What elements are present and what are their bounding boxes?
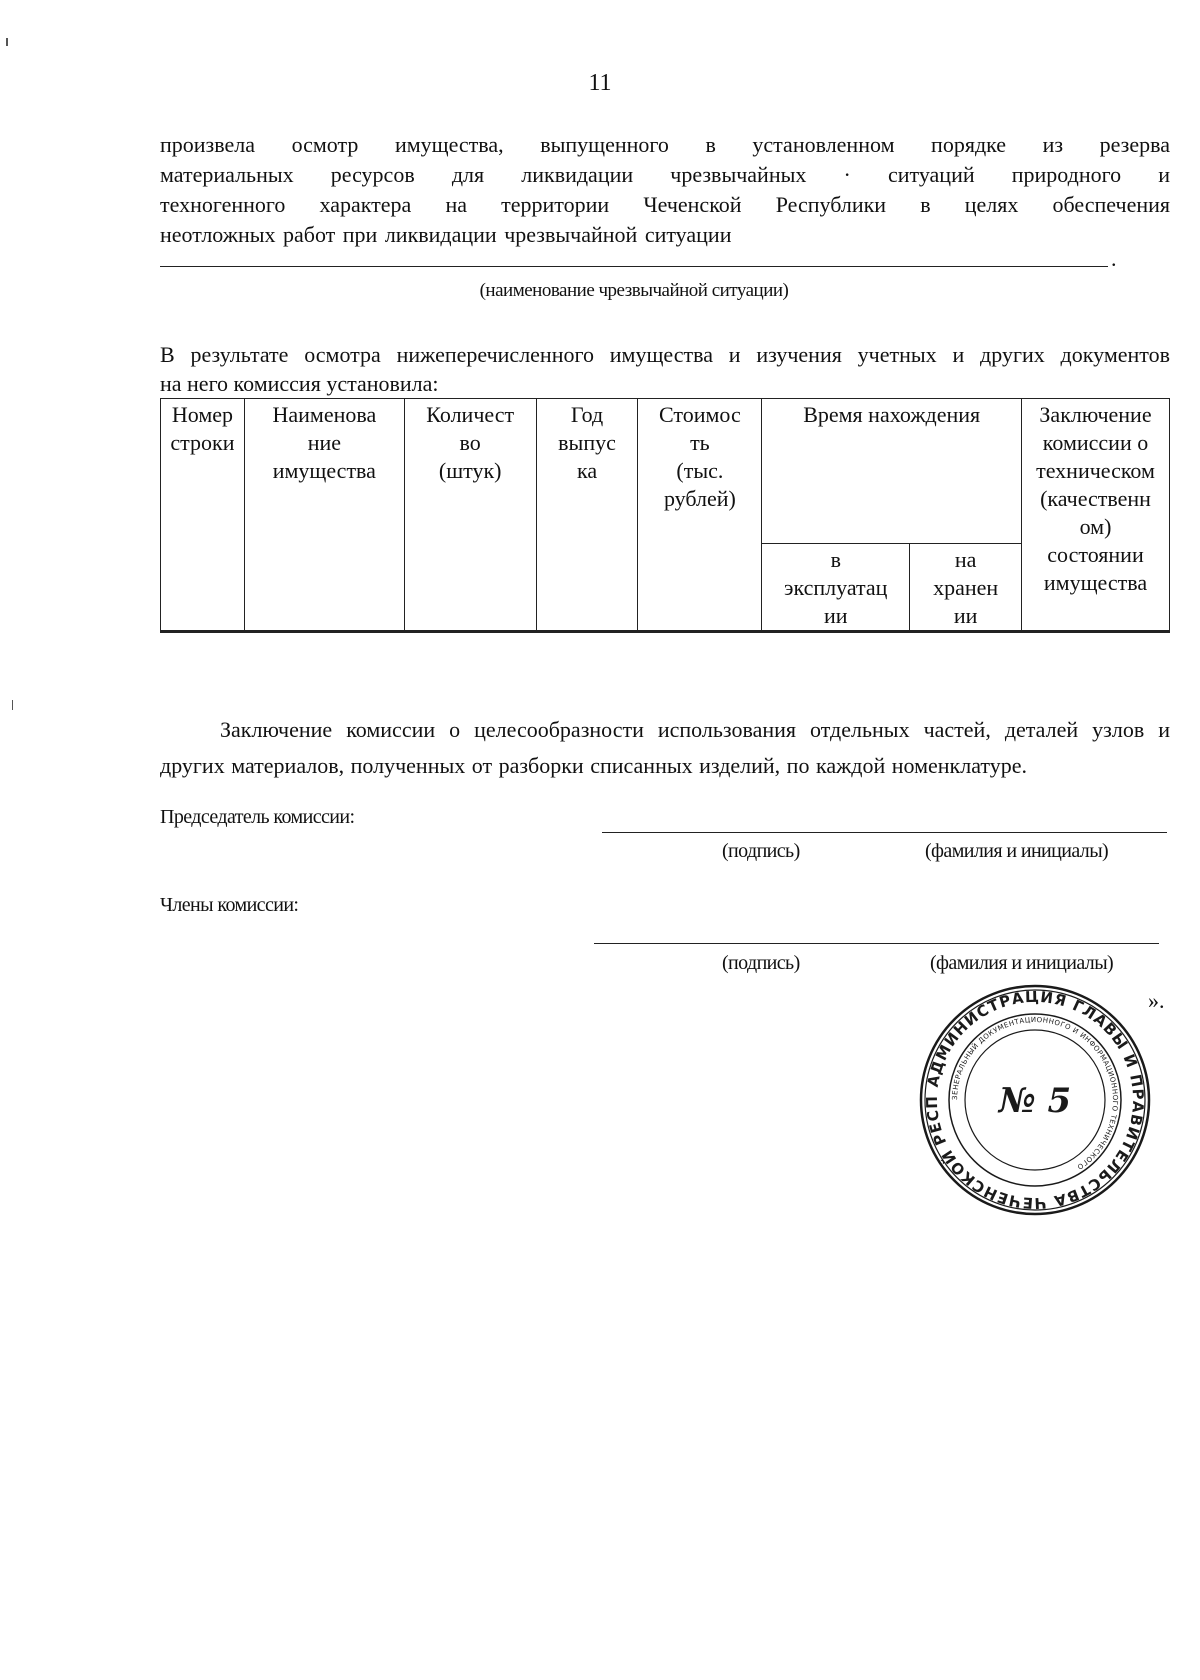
result-line: на него комиссия установила:: [160, 371, 439, 396]
header-line: Номер: [171, 402, 234, 427]
header-line: эксплуатац: [784, 575, 888, 600]
header-line: (качественн: [1040, 486, 1151, 511]
chairman-label: Председатель комиссии:: [160, 806, 355, 828]
header-line: Наименова: [272, 402, 377, 427]
intro-line: техногенного характера на территории Чеченской Республики в целях обеспечения: [160, 192, 1170, 217]
emergency-name-dot: .: [1111, 246, 1117, 271]
members-signature-caption: (подпись): [722, 952, 800, 974]
header-line: рублей): [663, 486, 736, 511]
header-line: ть: [690, 430, 710, 455]
official-seal-stamp: [915, 980, 1155, 1220]
chairman-signature-line[interactable]: [602, 832, 1167, 833]
header-line: ом): [1079, 514, 1112, 539]
emergency-name-caption: (наименование чрезвычайной ситуации): [479, 280, 789, 301]
header-line: (штук): [438, 458, 502, 483]
header-line: Год: [570, 402, 604, 427]
header-line: на: [954, 547, 977, 572]
intro-paragraph: [160, 130, 1170, 250]
header-line: Количест: [426, 402, 515, 427]
intro-line: произвела осмотр имущества, выпущенного в установленном порядке из резерва: [160, 132, 1170, 157]
seal-graphic: [915, 980, 1155, 1220]
header-line: ние: [307, 430, 341, 455]
header-line: в: [830, 547, 841, 572]
header-line: выпус: [558, 430, 616, 455]
chairman-name-caption: (фамилия и инициалы): [925, 840, 1109, 862]
header-row-number: [161, 399, 245, 632]
margin-mark: [12, 700, 13, 710]
chairman-signature-caption: (подпись): [722, 840, 800, 862]
closing-quote: ».: [1148, 988, 1165, 1013]
header-cost: [638, 399, 762, 632]
seal-center-number: № 5: [998, 1081, 1072, 1121]
header-name: [244, 399, 404, 632]
intro-line: неотложных работ при ликвидации чрезвычайной ситуации: [160, 222, 732, 247]
members-signature-line[interactable]: [594, 943, 1159, 944]
page-number: 11: [588, 70, 612, 96]
seal-ring-text: АДМИНИСТРАЦИЯ ГЛАВЫ И ПРАВИТЕЛЬСТВА ЧЕЧЕНСКОЙ РЕСП: [922, 987, 1148, 1213]
header-line: хранен: [933, 575, 999, 600]
header-line: Время нахождения: [803, 402, 981, 427]
header-line: Стоимос: [659, 402, 741, 427]
header-line: строки: [170, 430, 235, 455]
result-paragraph: [160, 340, 1170, 398]
header-line: техническом: [1036, 458, 1155, 483]
header-commission-conclusion: [1022, 399, 1170, 632]
header-year: [536, 399, 638, 632]
margin-mark: [6, 38, 8, 46]
result-line: В результате осмотра нижеперечисленного имущества и изучения учетных и других документов: [160, 342, 1170, 367]
header-line: ии: [953, 603, 978, 628]
members-label: Члены комиссии:: [160, 894, 299, 916]
header-time-location: [762, 399, 1022, 544]
header-line: ка: [576, 458, 598, 483]
conclusion-paragraph: Заключение комиссии о целесообразности использования отдельных частей, деталей узлов и других материалов, полученных от разборки списанных изделий, по каждой номенклатуре.: [160, 717, 1170, 778]
header-line: имущества: [272, 458, 376, 483]
emergency-name-field[interactable]: [160, 266, 1108, 267]
seal-inner-ring-text: ЗЕНЕРАЛЬНЫЙ ДОКУМЕНТАЦИОННОГО И ИНФОРМАЦИОННОГО ТЕХНИЧЕСКОГО: [950, 1015, 1120, 1172]
header-line: (тыс.: [676, 458, 724, 483]
header-quantity: [404, 399, 536, 632]
members-name-caption: (фамилия и инициалы): [930, 952, 1114, 974]
intro-line: материальных ресурсов для ликвидации чрезвычайных · ситуаций природного и: [160, 162, 1170, 187]
header-line: Заключение: [1039, 402, 1152, 427]
header-line: имущества: [1043, 570, 1148, 595]
header-in-storage: [910, 544, 1022, 632]
header-in-operation: [762, 544, 910, 632]
header-line: комиссии о: [1042, 430, 1149, 455]
header-line: во: [459, 430, 481, 455]
header-line: ии: [823, 603, 848, 628]
header-line: состоянии: [1047, 542, 1144, 567]
inventory-table: [160, 398, 1170, 633]
